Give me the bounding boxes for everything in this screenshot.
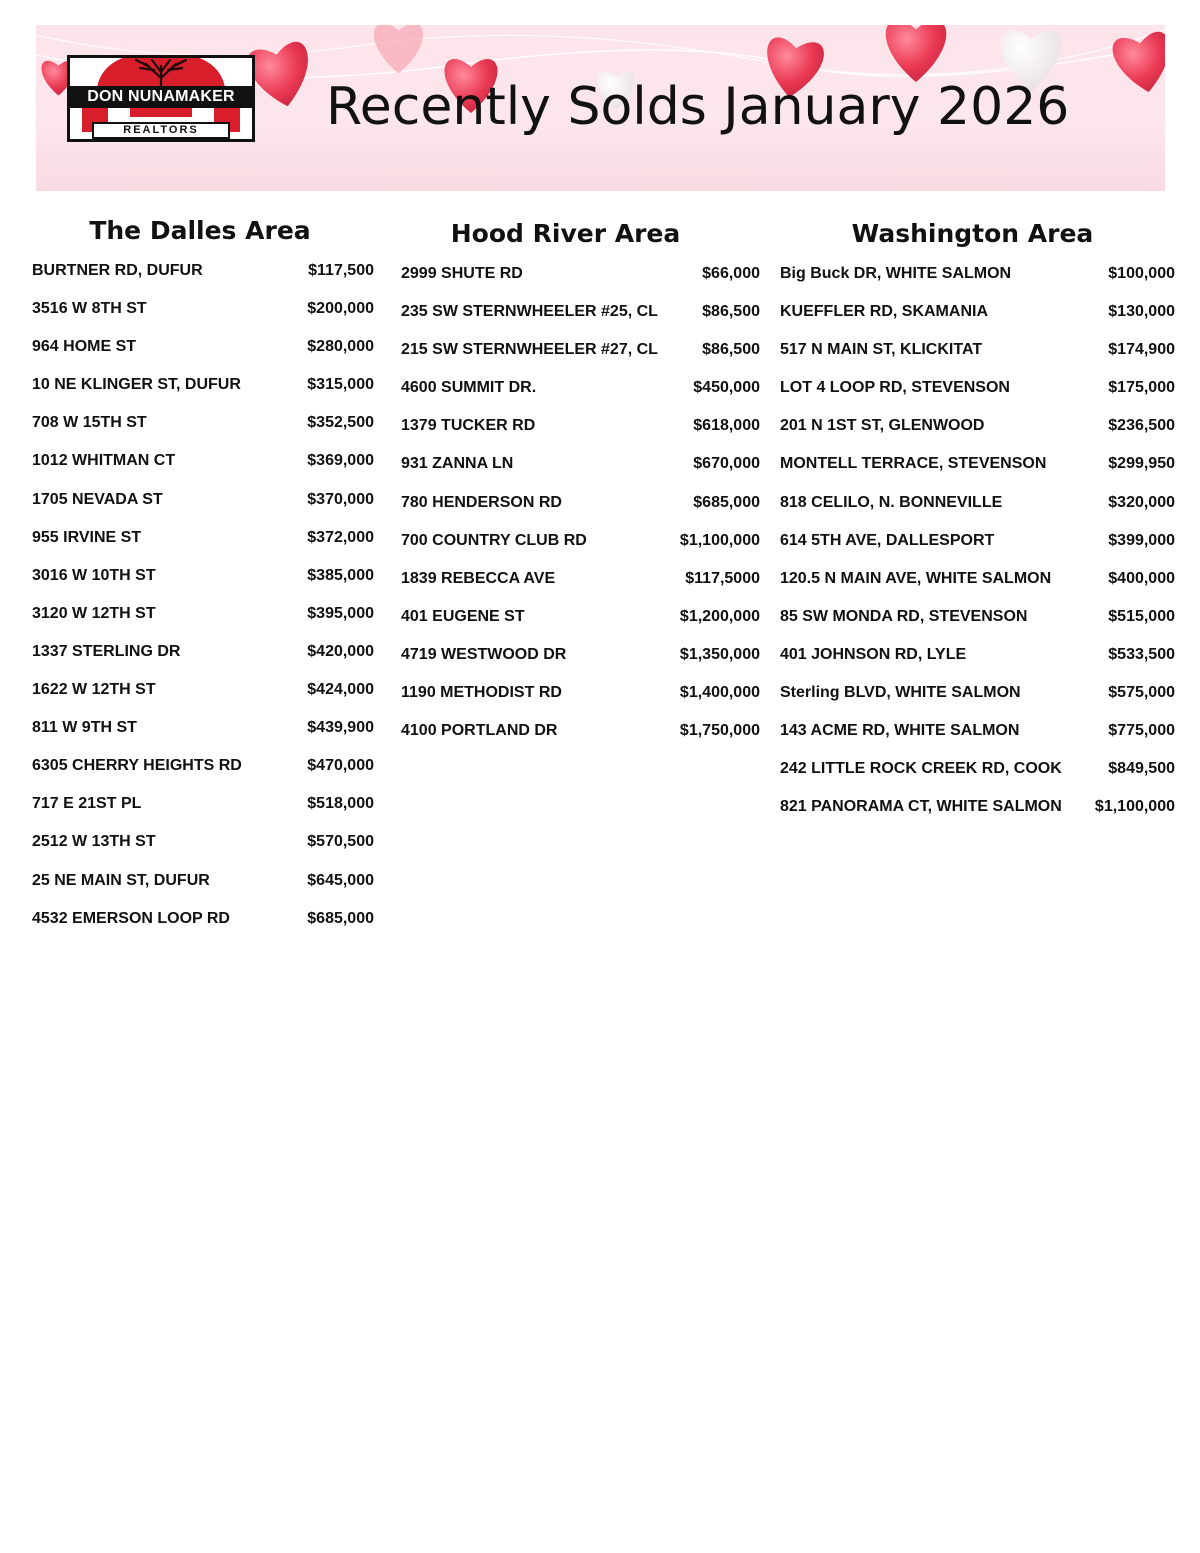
listing-row	[32, 901, 374, 939]
listing-address: 1012 WHITMAN CT	[32, 452, 176, 470]
listing-price: $439,900	[307, 719, 374, 737]
listing-price: $174,900	[1108, 341, 1175, 359]
listing-list	[32, 253, 374, 939]
listing-row	[780, 599, 1175, 637]
listing-row	[780, 256, 1175, 294]
listing-address: Big Buck DR, WHITE SALMON	[780, 265, 1012, 282]
logo-name: DON NUNAMAKER	[70, 86, 252, 108]
area-heading: Hood River Area	[450, 219, 681, 248]
listing-address: 3016 W 10TH ST	[32, 566, 156, 584]
dalles-area-section	[32, 213, 374, 939]
listing-price: $575,000	[1108, 684, 1175, 702]
listing-row	[401, 408, 760, 446]
listing-address: 201 N 1ST ST, GLENWOOD	[780, 417, 985, 435]
listing-row	[401, 675, 760, 713]
area-heading: The Dalles Area	[89, 216, 311, 245]
listing-address: 931 ZANNA LN	[401, 455, 514, 473]
listing-price: $369,000	[307, 452, 374, 470]
listing-price: $372,000	[307, 528, 374, 546]
listing-row	[780, 294, 1175, 332]
listing-list	[401, 256, 760, 751]
listing-price: $399,000	[1108, 531, 1175, 549]
listing-price: $518,000	[307, 795, 374, 813]
listing-row	[32, 443, 374, 481]
listing-row	[401, 637, 760, 675]
listing-price: $200,000	[307, 300, 374, 318]
listing-price: $420,000	[307, 642, 374, 660]
listing-row	[780, 408, 1175, 446]
listing-row	[401, 485, 760, 523]
listing-address: 1705 NEVADA ST	[32, 490, 163, 508]
listing-row	[32, 520, 374, 558]
listing-address: 4719 WESTWOOD DR	[401, 645, 567, 663]
listing-price: $1,350,000	[679, 645, 760, 663]
listing-address: 821 PANORAMA CT, WHITE SALMON	[780, 798, 1062, 816]
listing-row	[32, 329, 374, 367]
hood-river-area-section	[401, 216, 760, 751]
heart-icon	[245, 40, 317, 113]
listing-address: 120.5 N MAIN AVE, WHITE SALMON	[780, 569, 1052, 587]
listing-price: $280,000	[307, 338, 374, 356]
listing-address: Sterling BLVD, WHITE SALMON	[780, 684, 1021, 702]
listing-row	[780, 485, 1175, 523]
listing-price: $385,000	[307, 566, 374, 584]
listing-price: $117,500	[308, 262, 374, 279]
listing-price: $1,200,000	[679, 607, 760, 625]
listing-row	[401, 256, 760, 294]
listing-row	[401, 713, 760, 751]
listing-address: 401 EUGENE ST	[401, 607, 525, 625]
listing-price: $175,000	[1108, 379, 1175, 397]
listing-address: LOT 4 LOOP RD, STEVENSON	[780, 379, 1010, 397]
listing-row	[32, 672, 374, 710]
listing-price: $849,500	[1108, 760, 1175, 778]
listing-row	[780, 332, 1175, 370]
listing-row	[32, 367, 374, 405]
listing-address: 85 SW MONDA RD, STEVENSON	[780, 607, 1028, 625]
listing-row	[32, 291, 374, 329]
listing-row	[32, 253, 374, 291]
listing-row	[780, 675, 1175, 713]
listing-address: BURTNER RD, DUFUR	[32, 262, 203, 279]
listing-address: 3516 W 8TH ST	[32, 300, 147, 318]
listing-address: 1190 METHODIST RD	[401, 684, 562, 702]
listing-row	[32, 748, 374, 786]
listing-price: $645,000	[307, 871, 374, 889]
listing-price: $86,500	[702, 303, 760, 321]
listing-price: $236,500	[1108, 417, 1175, 435]
listing-row	[780, 751, 1175, 789]
listing-row	[780, 523, 1175, 561]
listing-address: 2999 SHUTE RD	[401, 265, 523, 282]
listing-address: 1622 W 12TH ST	[32, 681, 156, 699]
listing-row	[780, 789, 1175, 827]
listing-row	[401, 523, 760, 561]
listing-price: $315,000	[307, 376, 374, 394]
listing-row	[780, 637, 1175, 675]
listing-address: 235 SW STERNWHEELER #25, CL	[401, 303, 658, 321]
listing-price: $130,000	[1108, 303, 1175, 321]
listing-address: 1337 STERLING DR	[32, 642, 181, 660]
listing-address: 401 JOHNSON RD, LYLE	[780, 645, 967, 663]
page-title: Recently Solds January 2026	[326, 77, 1070, 137]
listing-row	[32, 558, 374, 596]
listing-price: $370,000	[307, 490, 374, 508]
area-heading: Washington Area	[851, 219, 1094, 248]
listing-address: 10 NE KLINGER ST, DUFUR	[32, 376, 241, 394]
listing-row	[401, 294, 760, 332]
listing-address: 811 W 9TH ST	[32, 719, 137, 737]
listing-row	[32, 634, 374, 672]
listing-price: $86,500	[702, 341, 760, 359]
listing-address: 614 5TH AVE, DALLESPORT	[780, 531, 995, 549]
listing-address: 818 CELILO, N. BONNEVILLE	[780, 493, 1003, 511]
listing-row	[780, 713, 1175, 751]
listing-row	[401, 446, 760, 484]
listing-row	[401, 561, 760, 599]
listing-address: KUEFFLER RD, SKAMANIA	[780, 303, 988, 321]
listing-row	[780, 561, 1175, 599]
listing-address: 964 HOME ST	[32, 338, 137, 356]
listing-address: 215 SW STERNWHEELER #27, CL	[401, 341, 658, 359]
listing-address: 700 COUNTRY CLUB RD	[401, 531, 587, 549]
listing-address: 242 LITTLE ROCK CREEK RD, COOK	[780, 760, 1062, 778]
header-banner	[36, 25, 1165, 191]
listing-address: 517 N MAIN ST, KLICKITAT	[780, 341, 983, 359]
listing-price: $450,000	[693, 379, 760, 397]
listing-address: 4600 SUMMIT DR.	[401, 379, 537, 397]
listing-address: 3120 W 12TH ST	[32, 604, 156, 622]
listing-price: $775,000	[1108, 722, 1175, 740]
listing-row	[780, 370, 1175, 408]
listing-row	[32, 482, 374, 520]
listing-address: 4100 PORTLAND DR	[401, 722, 558, 740]
listing-price: $100,000	[1108, 265, 1175, 282]
listing-price: $685,000	[307, 909, 374, 927]
listing-address: MONTELL TERRACE, STEVENSON	[780, 455, 1047, 473]
logo-subtitle: REALTORS	[92, 122, 230, 139]
listing-address: 717 E 21ST PL	[32, 795, 142, 813]
listing-price: $670,000	[693, 455, 760, 473]
listing-row	[32, 863, 374, 901]
listing-address: 2512 W 13TH ST	[32, 833, 156, 851]
listing-price: $533,500	[1108, 645, 1175, 663]
listing-row	[32, 596, 374, 634]
listing-price: $320,000	[1108, 493, 1175, 511]
listing-address: 4532 EMERSON LOOP RD	[32, 909, 230, 927]
listing-address: 1379 TUCKER RD	[401, 417, 536, 435]
listing-address: 6305 CHERRY HEIGHTS RD	[32, 757, 242, 775]
listing-price: $685,000	[693, 493, 760, 511]
listing-price: $1,400,000	[679, 684, 760, 702]
listing-row	[32, 710, 374, 748]
listing-price: $299,950	[1108, 455, 1175, 473]
washington-area-section	[780, 216, 1175, 827]
listing-price: $1,100,000	[1094, 798, 1175, 816]
listing-row	[32, 824, 374, 862]
listing-price: $470,000	[307, 757, 374, 775]
listing-list	[780, 256, 1175, 827]
listing-row	[401, 599, 760, 637]
listing-row	[401, 332, 760, 370]
listing-row	[401, 370, 760, 408]
company-logo	[67, 55, 255, 142]
listing-address: 955 IRVINE ST	[32, 528, 142, 546]
listing-price: $570,500	[307, 833, 374, 851]
listing-price: $1,750,000	[679, 722, 760, 740]
listing-price: $395,000	[307, 604, 374, 622]
listing-price: $618,000	[693, 417, 760, 435]
listing-address: 708 W 15TH ST	[32, 414, 147, 432]
listing-row	[780, 446, 1175, 484]
listing-price: $515,000	[1108, 607, 1175, 625]
listing-address: 1839 REBECCA AVE	[401, 569, 556, 587]
listing-address: 780 HENDERSON RD	[401, 493, 562, 511]
listing-address: 25 NE MAIN ST, DUFUR	[32, 871, 210, 889]
listing-address: 143 ACME RD, WHITE SALMON	[780, 722, 1020, 740]
listing-price: $117,5000	[685, 569, 760, 587]
heart-icon	[374, 25, 423, 74]
listing-row	[32, 405, 374, 443]
heart-icon	[1111, 30, 1165, 97]
listing-row	[32, 786, 374, 824]
listing-price: $352,500	[307, 414, 374, 432]
listing-price: $66,000	[702, 265, 760, 282]
listing-price: $400,000	[1108, 569, 1175, 587]
listing-price: $424,000	[307, 681, 374, 699]
listing-price: $1,100,000	[679, 531, 760, 549]
